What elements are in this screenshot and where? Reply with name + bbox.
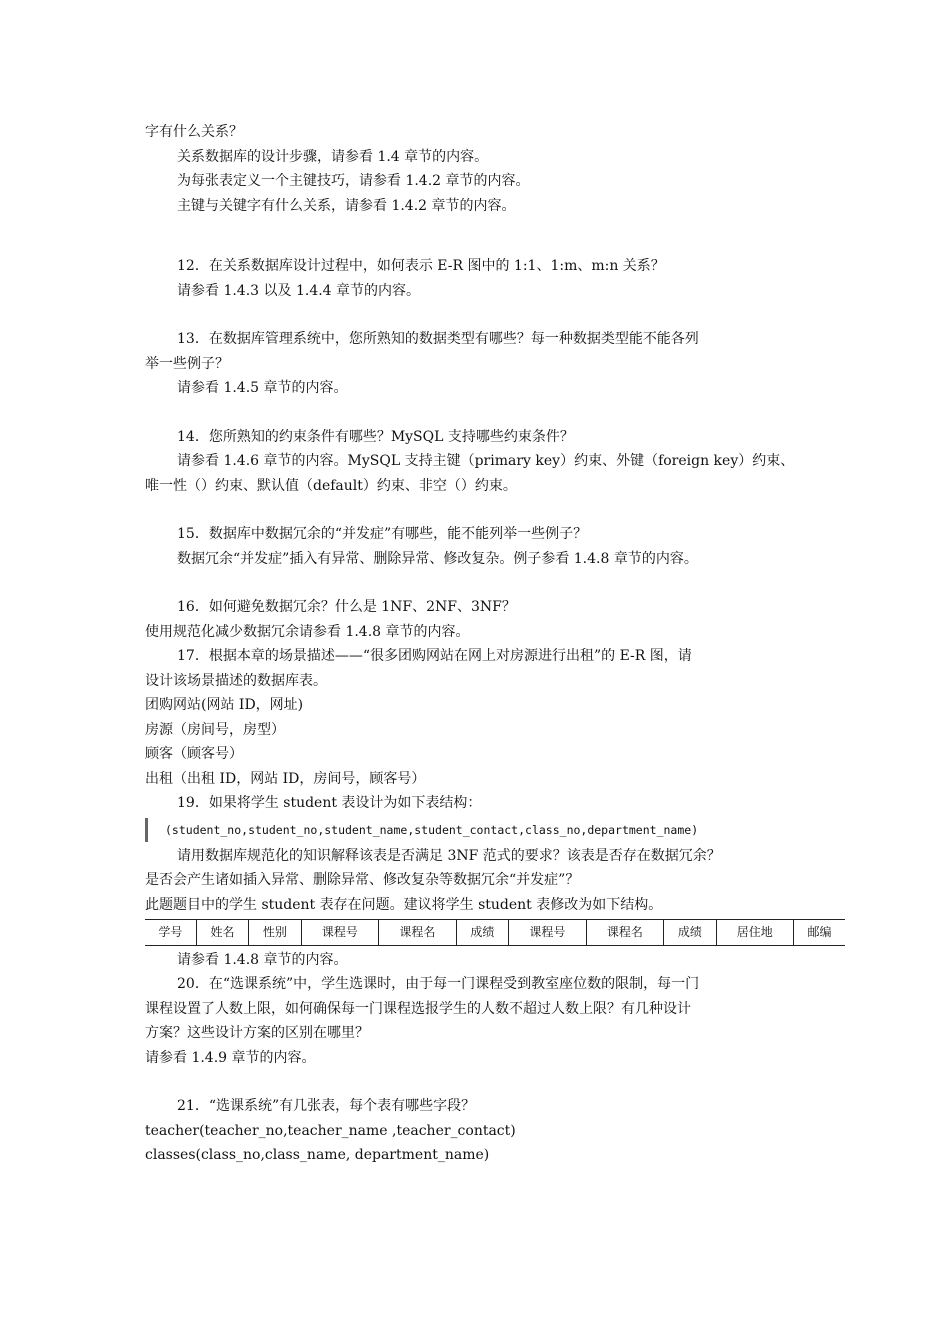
table-cell: 邮编 — [794, 920, 845, 946]
question-14: 14．您所熟知的约束条件有哪些？MySQL 支持哪些约束条件？ — [177, 428, 574, 445]
question-13: 13．在数据库管理系统中，您所熟知的数据类型有哪些？每一种数据类型能不能各列 — [177, 331, 699, 347]
table-cell: 成绩 — [664, 920, 716, 946]
answer-line: 请参看 1.4.9 章节的内容。 — [145, 1049, 316, 1066]
answer-line: 请参看 1.4.8 章节的内容。 — [177, 951, 348, 968]
table-cell: 课程号 — [509, 920, 587, 946]
text-line: 是否会产生诸如插入异常、删除异常、修改复杂等数据冗余“并发症”？ — [145, 872, 580, 888]
table-cell: 姓名 — [196, 920, 248, 946]
schema-line: 顾客（顾客号） — [145, 746, 243, 762]
question-12: 12．在关系数据库设计过程中，如何表示 E-R 图中的 1:1、1:m、m:n 关系？ — [177, 258, 665, 274]
text-line: 方案？这些设计方案的区别在哪里？ — [145, 1025, 369, 1041]
table-cell: 课程名 — [586, 920, 664, 946]
schema-line: 出租（出租 ID，网站 ID，房间号，顾客号） — [145, 770, 426, 787]
student-table-structure — [145, 919, 845, 946]
question-19: 19．如果将学生 student 表设计为如下表结构： — [177, 795, 482, 811]
question-21: 21．“选课系统”有几张表，每个表有哪些字段？ — [177, 1098, 476, 1114]
answer-line: 使用规范化减少数据冗余请参看 1.4.8 章节的内容。 — [145, 623, 470, 640]
schema-line: classes(class_no,class_name, department_name) — [145, 1147, 490, 1163]
question-20: 20．在“选课系统”中，学生选课时，由于每一门课程受到教室座位数的限制，每一门 — [177, 976, 700, 992]
text-line: 设计该场景描述的数据库表。 — [145, 672, 327, 689]
table-row — [145, 920, 845, 946]
answer-line: 数据冗余“并发症”插入有异常、删除异常、修改复杂。例子参看 1.4.8 章节的内容。 — [177, 550, 698, 567]
text-line: 举一些例子？ — [145, 355, 229, 372]
answer-line: 请参看 1.4.3 以及 1.4.4 章节的内容。 — [177, 282, 421, 299]
table-cell: 居住地 — [716, 920, 794, 946]
table-cell: 性别 — [249, 920, 301, 946]
question-15: 15．数据库中数据冗余的“并发症”有哪些，能不能列举一些例子？ — [177, 526, 588, 542]
document-page — [145, 120, 845, 1168]
schema-line: 房源（房间号，房型） — [145, 721, 285, 738]
text-line: 课程设置了人数上限，如何确保每一门课程选报学生的人数不超过人数上限？有几种设计 — [145, 1000, 691, 1017]
answer-line: 请参看 1.4.5 章节的内容。 — [177, 380, 348, 396]
question-17: 17．根据本章的场景描述——“很多团购网站在网上对房源进行出租”的 E-R 图，请 — [177, 648, 692, 664]
answer-line: 请参看 1.4.6 章节的内容。MySQL 支持主键（primary key）约束、外键（foreign key）约束、 — [177, 453, 795, 469]
answer-line: 主键与关键字有什么关系，请参看 1.4.2 章节的内容。 — [177, 197, 516, 214]
answer-line: 关系数据库的设计步骤，请参看 1.4 章节的内容。 — [177, 148, 489, 165]
table-cell: 课程号 — [301, 920, 379, 946]
question-16: 16．如何避免数据冗余？什么是 1NF、2NF、3NF？ — [177, 599, 516, 615]
text-line: 字有什么关系？ — [145, 124, 243, 140]
text-line: 请用数据库规范化的知识解释该表是否满足 3NF 范式的要求？该表是否存在数据冗余？ — [177, 847, 721, 864]
table-cell: 课程名 — [379, 920, 457, 946]
table-cell: 成绩 — [456, 920, 508, 946]
schema-line: teacher(teacher_no,teacher_name ,teacher_contact) — [145, 1122, 516, 1139]
schema-line: 团购网站(网站 ID，网址) — [145, 697, 304, 713]
code-block: (student_no,student_no,student_name,student_contact,class_no,department_name) — [145, 818, 845, 842]
answer-line: 为每张表定义一个主键技巧，请参看 1.4.2 章节的内容。 — [177, 173, 530, 189]
text-line: 唯一性（）约束、默认值（default）约束、非空（）约束。 — [145, 477, 517, 494]
table-cell: 学号 — [145, 920, 196, 946]
answer-line: 此题题目中的学生 student 表存在问题。建议将学生 student 表修改为如下结构。 — [145, 896, 663, 913]
